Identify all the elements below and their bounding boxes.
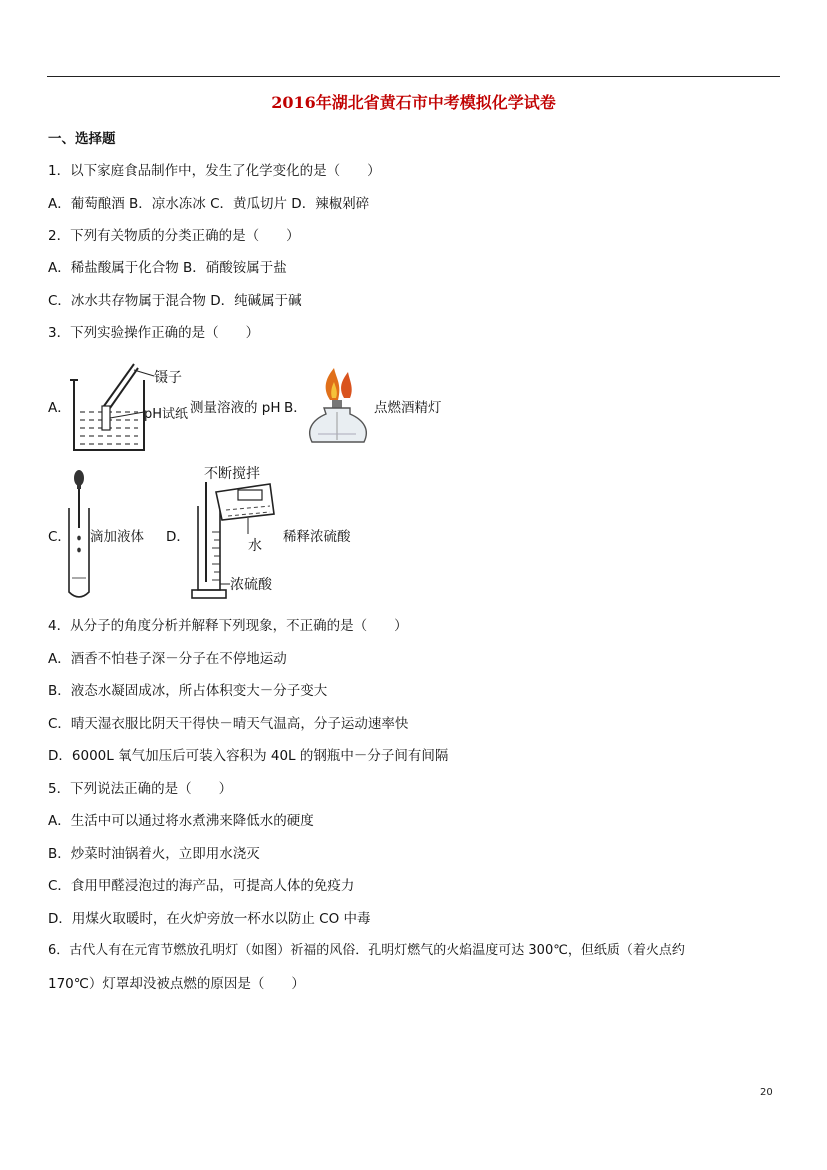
document-title: 2016年湖北省黄石市中考模拟化学试卷 xyxy=(271,93,556,112)
question-2-options-ab: A．稀盐酸属于化合物 B．硝酸铵属于盐 xyxy=(48,260,287,276)
ph-test-beaker-figure xyxy=(68,360,192,456)
q3-option-a-caption: 测量溶液的 pH xyxy=(190,400,281,416)
question-5-option-c: C．食用甲醛浸泡过的海产品，可提高人体的免疫力 xyxy=(48,878,355,894)
question-4-stem: 4．从分子的角度分析并解释下列现象，不正确的是（ ） xyxy=(48,618,408,634)
question-2-options-cd: C．冰水共存物属于混合物 D．纯碱属于碱 xyxy=(48,293,302,309)
question-4-option-c: C．晴天湿衣服比阴天干得快－晴天气温高，分子运动速率快 xyxy=(48,716,409,732)
water-label: 水 xyxy=(248,538,262,554)
question-5-option-a: A．生活中可以通过将水煮沸来降低水的硬度 xyxy=(48,813,314,829)
q3-option-d-caption: 稀释浓硫酸 xyxy=(283,529,351,545)
q3-option-b-caption: 点燃酒精灯 xyxy=(374,400,442,416)
stir-label: 不断搅拌 xyxy=(204,466,260,482)
question-4-option-d: D．6000L 氧气加压后可装入容积为 40L 的钢瓶中－分子间有间隔 xyxy=(48,748,449,764)
section-heading: 一、选择题 xyxy=(48,131,116,147)
dropper-test-tube-figure xyxy=(66,468,92,602)
q3-option-c-letter: C． xyxy=(48,529,71,545)
question-4-option-b: B．液态水凝固成冰，所占体积变大－分子变大 xyxy=(48,683,328,699)
question-6-stem-cont: 170℃）灯罩却没被点燃的原因是（ ） xyxy=(48,976,305,992)
question-1-stem: 1．以下家庭食品制作中，发生了化学变化的是（ ） xyxy=(48,163,381,179)
question-5-option-b: B．炒菜时油锅着火，立即用水浇灭 xyxy=(48,846,260,862)
dilute-sulfuric-acid-figure xyxy=(188,462,283,604)
ph-paper-label: pH试纸 xyxy=(144,407,189,422)
tweezers-label: 镊子 xyxy=(154,370,182,386)
question-6-stem: 6．古代人有在元宵节燃放孔明灯（如图）祈福的风俗．孔明灯燃气的火焰温度可达 300℃，但纸质（着火点约 xyxy=(48,943,685,958)
q3-option-a-letter: A． xyxy=(48,400,71,416)
question-5-option-d: D．用煤火取暖时，在火炉旁放一杯水以防止 CO 中毒 xyxy=(48,911,371,927)
question-2-stem: 2．下列有关物质的分类正确的是（ ） xyxy=(48,228,300,244)
q3-option-d-letter: D． xyxy=(166,529,190,545)
header-rule xyxy=(47,76,780,77)
question-5-stem: 5．下列说法正确的是（ ） xyxy=(48,781,233,797)
q3-option-c-caption: 滴加液体 xyxy=(90,529,144,545)
q3-option-b-letter: B． xyxy=(284,400,307,416)
conc-acid-label: 浓硫酸 xyxy=(230,577,272,593)
page-number: 20 xyxy=(760,1087,773,1098)
question-3-stem: 3．下列实验操作正确的是（ ） xyxy=(48,325,260,341)
question-4-option-a: A．酒香不怕巷子深－分子在不停地运动 xyxy=(48,651,287,667)
question-1-options: A．葡萄酿酒 B．凉水冻冰 C．黄瓜切片 D．辣椒剁碎 xyxy=(48,196,370,212)
alcohol-lamp-figure xyxy=(304,360,374,452)
